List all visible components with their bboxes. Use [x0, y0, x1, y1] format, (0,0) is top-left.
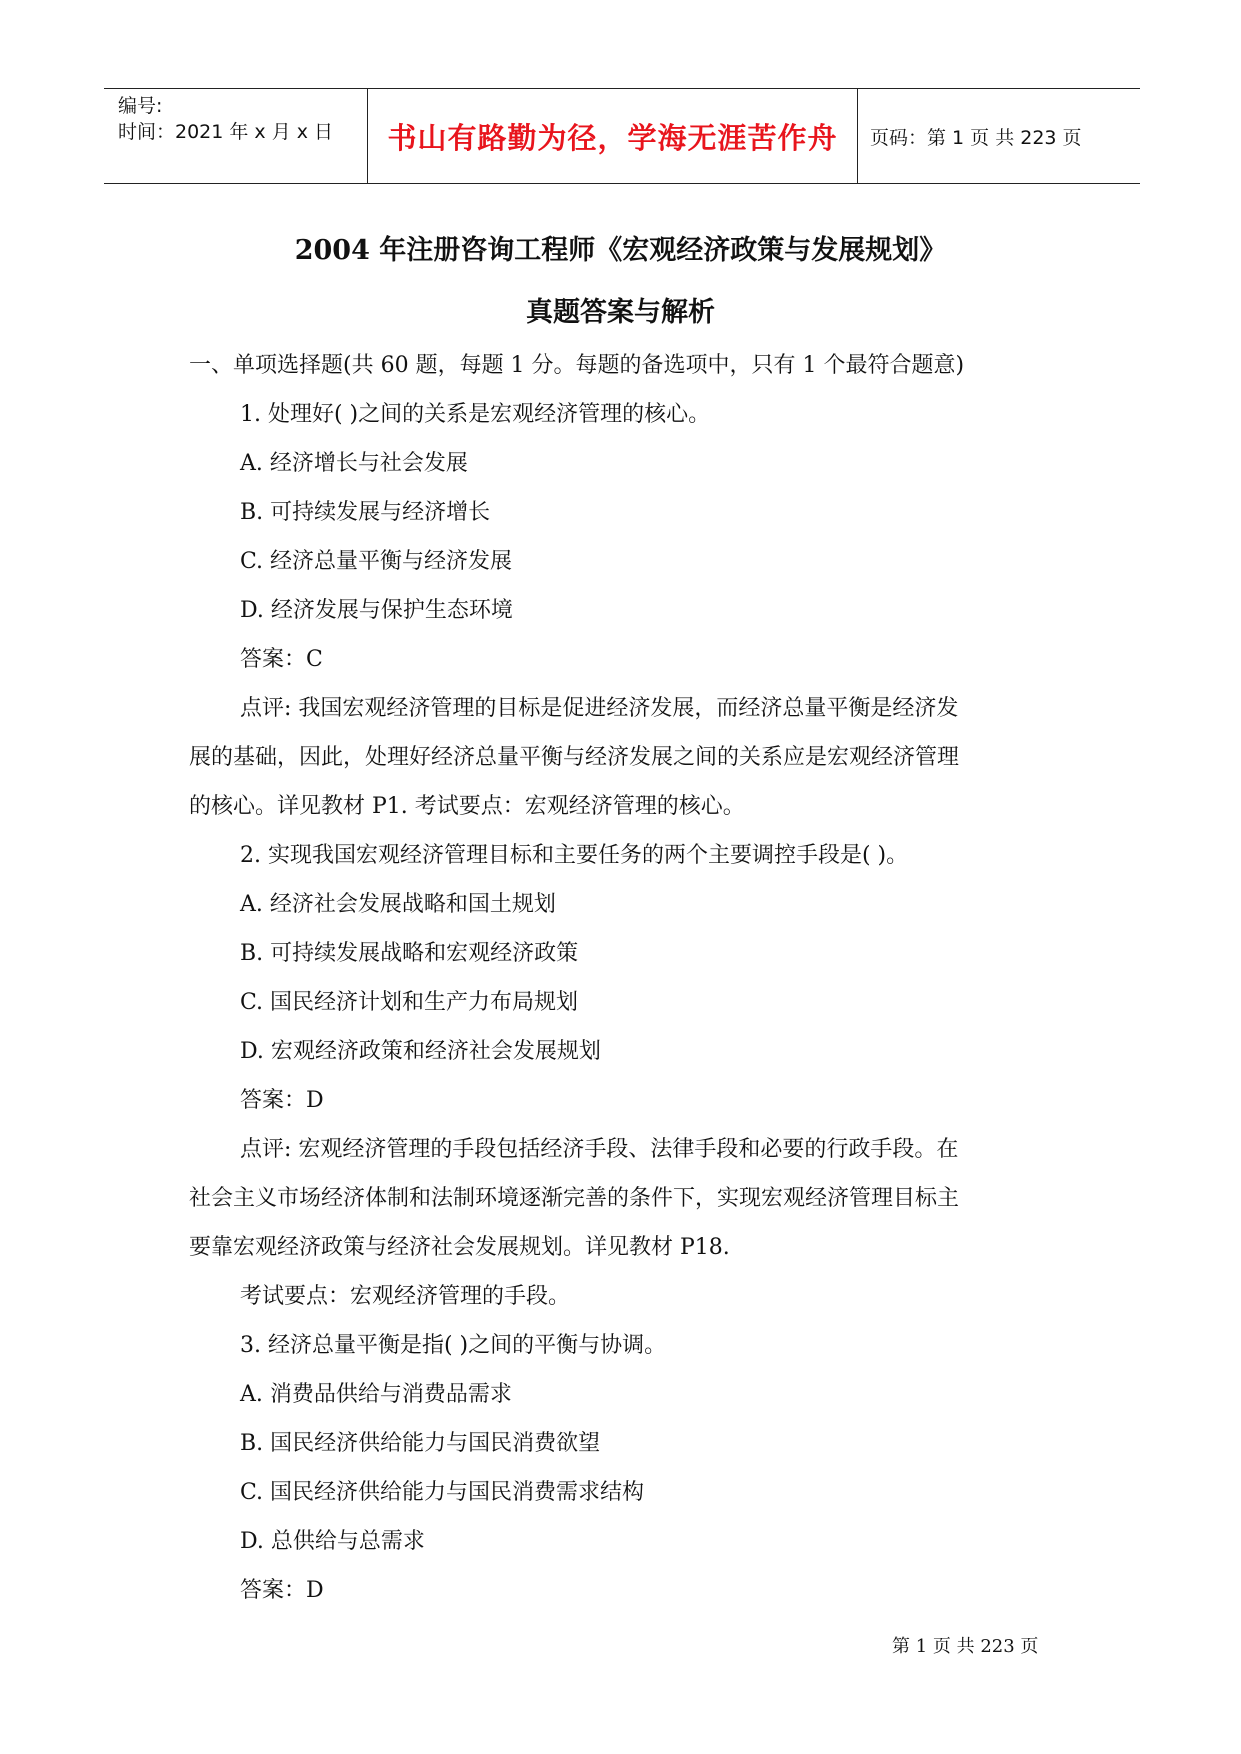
document-title: 2004 年注册咨询工程师《宏观经济政策与发展规划》 [294, 235, 947, 266]
header-motto: 书山有路勤为径，学海无涯苦作舟 [368, 89, 858, 183]
q2-option-c: C. 国民经济计划和生产力布局规划 [240, 990, 579, 1015]
q3-option-c: C. 国民经济供给能力与国民消费需求结构 [240, 1480, 645, 1505]
document-subtitle: 真题答案与解析 [526, 297, 715, 328]
document-time: 时间：2021 年 x 月 x 日 [118, 121, 334, 143]
q1-option-a: A. 经济增长与社会发展 [240, 451, 468, 476]
question-3: 3. 经济总量平衡是指( )之间的平衡与协调。 [240, 1333, 667, 1358]
q1-comment-line: 的核心。详见教材 P1. 考试要点：宏观经济管理的核心。 [189, 794, 745, 819]
q2-comment-line: 点评: 宏观经济管理的手段包括经济手段、法律手段和必要的行政手段。在 [240, 1137, 959, 1162]
section-heading: 一、单项选择题(共 60 题，每题 1 分。每题的备选项中，只有 1 个最符合题意) [189, 353, 965, 378]
page-footer: 第 1 页 共 223 页 [892, 1636, 1039, 1657]
q2-option-b: B. 可持续发展战略和宏观经济政策 [240, 941, 579, 966]
q3-option-b: B. 国民经济供给能力与国民消费欲望 [240, 1431, 601, 1456]
header-page-code: 页码：第 1 页 共 223 页 [870, 126, 1082, 149]
q3-option-a: A. 消费品供给与消费品需求 [240, 1382, 512, 1407]
page-header [104, 88, 1140, 184]
q1-option-b: B. 可持续发展与经济增长 [240, 500, 491, 525]
q1-comment-line: 点评: 我国宏观经济管理的目标是促进经济发展，而经济总量平衡是经济发 [240, 696, 959, 721]
q1-option-c: C. 经济总量平衡与经济发展 [240, 549, 513, 574]
q2-comment-line: 社会主义市场经济体制和法制环境逐渐完善的条件下，实现宏观经济管理目标主 [189, 1186, 960, 1211]
header-meta [104, 89, 368, 183]
q2-option-d: D. 宏观经济政策和经济社会发展规划 [240, 1039, 601, 1064]
question-2: 2. 实现我国宏观经济管理目标和主要任务的两个主要调控手段是( )。 [240, 843, 909, 868]
question-1: 1. 处理好( )之间的关系是宏观经济管理的核心。 [240, 402, 711, 427]
q2-option-a: A. 经济社会发展战略和国土规划 [240, 892, 556, 917]
document-number-label: 编号: [118, 95, 163, 117]
q1-option-d: D. 经济发展与保护生态环境 [240, 598, 513, 623]
q1-answer: 答案：C [240, 647, 323, 672]
q3-answer: 答案：D [240, 1578, 324, 1603]
q3-option-d: D. 总供给与总需求 [240, 1529, 425, 1554]
q2-answer: 答案：D [240, 1088, 324, 1113]
q1-comment-line: 展的基础，因此，处理好经济总量平衡与经济发展之间的关系应是宏观经济管理 [189, 745, 960, 770]
q2-comment-line: 要靠宏观经济政策与经济社会发展规划。详见教材 P18. [189, 1235, 730, 1260]
q2-key-point: 考试要点：宏观经济管理的手段。 [240, 1284, 571, 1309]
